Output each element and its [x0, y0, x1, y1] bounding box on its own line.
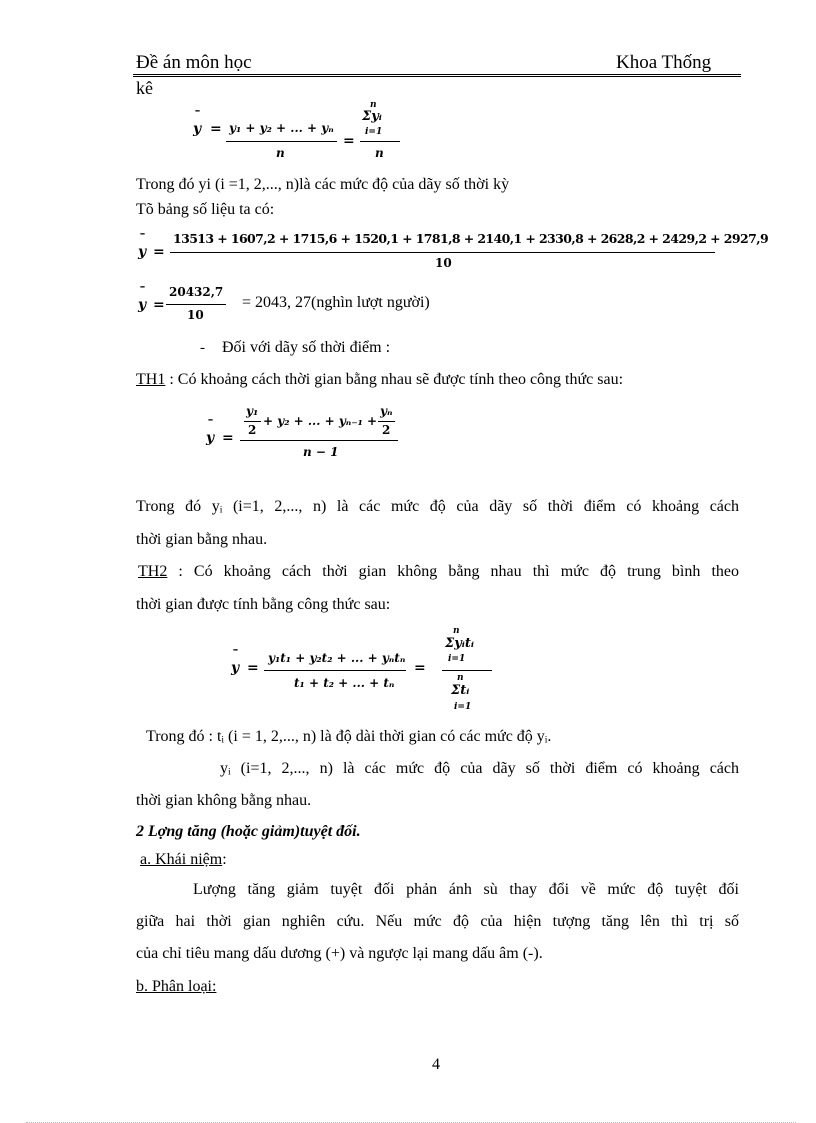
- formula3-top-sum: Σyᵢtᵢ: [445, 636, 474, 651]
- section2-title: 2 Lợng tăng (hoặc giảm)tuyệt đối.: [136, 823, 361, 840]
- formula3-numerator: y₁t₁ + y₂t₂ + ... + yₙtₙ: [268, 651, 406, 665]
- formula2-b-bar: [378, 421, 395, 422]
- formula1-explanation: Trong đó yi (i =1, 2,..., n)là các mức độ của dãy số thời kỳ: [136, 176, 510, 193]
- section2-para-line2: giữa hai thời gian nghiên cứu. Nếu mức độ của hiện tượng tăng lên thì trị số: [136, 913, 739, 930]
- formula2-a-numerator: y₁: [246, 404, 259, 418]
- calc2-equals: =: [153, 297, 165, 313]
- formula3-fraction-bar: [264, 670, 406, 671]
- formula2-fraction-bar: [240, 440, 398, 441]
- formula2-equals: =: [222, 430, 234, 446]
- formula1-denominator-2: n: [375, 146, 384, 160]
- calc1-lhs: ¯ y: [138, 232, 147, 260]
- formula1-fraction-bar: [226, 141, 337, 142]
- formula3-equals: =: [247, 660, 259, 676]
- formula1-lhs: ¯ y: [193, 109, 202, 137]
- formula1-sum-upper: n: [370, 100, 377, 110]
- formula1-sum-lower: i=1: [365, 127, 383, 137]
- formula3-top-lower: i=1: [448, 654, 466, 664]
- formula1-equals: =: [210, 121, 222, 137]
- formula3-top-upper: n: [453, 626, 460, 636]
- formula2-b-denominator: 2: [382, 423, 391, 437]
- th2-text: : Có khoảng cách thời gian không bằng nhau thì mức độ trung bình theo: [167, 563, 739, 580]
- th1-label: TH1: [136, 371, 166, 388]
- calc1-equals: =: [153, 244, 165, 260]
- th1-text: : Có khoảng cách thời gian bằng nhau sẽ được tính theo công thức sau:: [165, 371, 624, 388]
- formula1-numerator: y₁ + y₂ + ... + yₙ: [229, 121, 334, 135]
- calc1-denominator: 10: [435, 256, 452, 270]
- formula2-a-denominator: 2: [248, 423, 257, 437]
- para2-line1: Trong đó : tᵢ (i = 1, 2,..., n) là độ dài thời gian có các mức độ yᵢ.: [146, 728, 552, 745]
- header-course-title: Đề án môn học: [136, 52, 252, 73]
- formula3-fraction-bar-2: [442, 670, 492, 671]
- th2-label: TH2: [138, 563, 168, 580]
- formula3-lhs: ¯ y: [231, 648, 240, 676]
- formula1-fraction-bar-2: [360, 141, 400, 142]
- section2-para-line1: Lượng tăng giảm tuyệt đối phản ánh sù thay đổi về mức độ tuyệt đối: [193, 881, 739, 898]
- formula1-equals-2: =: [343, 133, 355, 149]
- formula3-bottom-sum: Σtᵢ: [451, 683, 470, 698]
- formula2-middle: + y₂ + ... + yₙ₋₁ +: [263, 414, 378, 428]
- formula2-b-numerator: yₙ: [380, 404, 393, 418]
- calc2-denominator: 10: [187, 308, 204, 322]
- formula3-bottom-lower: i=1: [454, 702, 472, 712]
- formula2-lhs: ¯ y: [206, 418, 215, 446]
- header-faculty-continuation: kê: [136, 78, 153, 98]
- section2-sub-a-colon: :: [222, 851, 227, 868]
- page-number: 4: [432, 1056, 440, 1073]
- formula3-equals-2: =: [414, 660, 426, 676]
- calc2-result: = 2043, 27(nghìn lượt người): [242, 294, 430, 311]
- header-faculty: Khoa Thống: [616, 52, 712, 73]
- data-intro: Tõ bảng số liệu ta có:: [136, 201, 275, 218]
- section2-sub-b: b. Phân loại:: [136, 978, 217, 995]
- para2-line2: yᵢ (i=1, 2,..., n) là các mức độ của dãy số thời điểm có khoảng cách: [220, 760, 739, 777]
- section2-para-line3: của chỉ tiêu mang dấu dương (+) và ngược lại mang dấu âm (-).: [136, 945, 543, 962]
- section2-sub-a: [140, 850, 227, 870]
- th1-line: [136, 370, 623, 390]
- formula1-sum: Σyᵢ: [362, 109, 382, 124]
- formula3-bottom-upper: n: [457, 673, 464, 683]
- formula2-denominator: n − 1: [303, 445, 339, 459]
- formula1-denominator: n: [276, 146, 285, 160]
- calc2-lhs: ¯ y: [138, 285, 147, 313]
- section2-sub-a-label: a. Khái niệm: [140, 851, 223, 868]
- th2-line1: [138, 562, 739, 582]
- calc2-fraction-bar: [166, 304, 226, 305]
- calc2-numerator: 20432,7: [169, 285, 224, 299]
- calc1-fraction-bar: [170, 252, 715, 253]
- para1-line2: thời gian bằng nhau.: [136, 531, 268, 548]
- calc1-numerator: 13513 + 1607,2 + 1715,6 + 1520,1 + 1781,8 + 2140,1 + 2330,8 + 2628,2 + 2429,2 + 2927,9: [173, 231, 769, 246]
- para1-line1: Trong đó yᵢ (i=1, 2,..., n) là các mức độ của dãy số thời điểm có khoảng cách: [136, 498, 739, 515]
- header-divider: [133, 74, 741, 77]
- formula2-a-bar: [244, 421, 261, 422]
- bullet-text: Đối với dãy số thời điểm :: [222, 339, 391, 356]
- th2-line2: thời gian được tính bằng công thức sau:: [136, 596, 391, 613]
- formula3-denominator: t₁ + t₂ + ... + tₙ: [294, 676, 395, 690]
- bullet-mark: -: [200, 340, 205, 356]
- para2-line3: thời gian không bằng nhau.: [136, 792, 312, 809]
